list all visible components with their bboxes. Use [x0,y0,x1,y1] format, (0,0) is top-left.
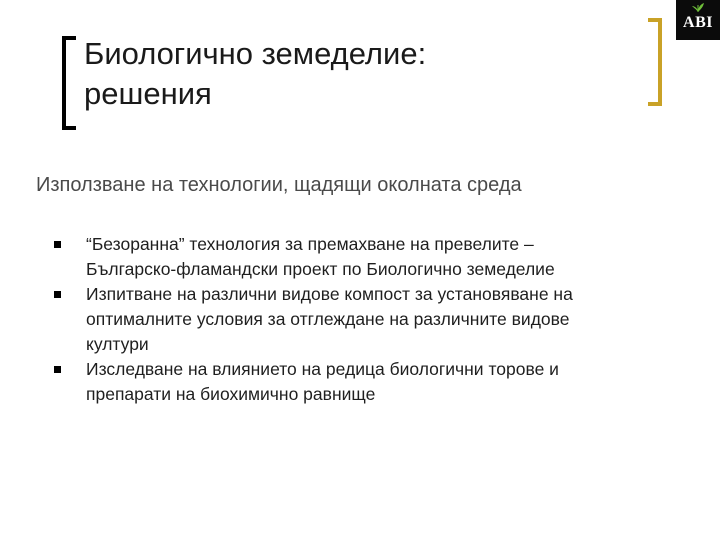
square-bullet-icon [54,241,61,248]
bullet-line: Изпитване на различни видове компост за установяване на [86,284,573,304]
logo-text: ABI [683,14,713,31]
bullet-line: Изследване на влиянието на редица биологични торове и [86,359,559,379]
bullet-line: оптималните условия за отглеждане на различните видове [86,309,570,329]
title-bracket-right [648,18,662,106]
square-bullet-icon [54,366,61,373]
bullet-text [86,357,674,407]
bullet-line: “Безоранна” технология за премахване на превелите – [86,234,534,254]
bullet-list [54,232,674,407]
slide-subtitle: Използване на технологии, щадящи околната среда [36,174,522,196]
leaf-icon [691,2,705,12]
list-item [54,282,674,357]
slide-title-line-2: решения [84,76,212,111]
bullet-line: препарати на биохимично равнище [86,384,376,404]
title-bracket-left [62,36,76,130]
slide-title [84,34,644,114]
bullet-text [86,232,674,282]
list-item [54,357,674,407]
list-item [54,232,674,282]
bullet-line: култури [86,334,149,354]
slide-title-line-1: Биологично земеделие: [84,36,427,71]
square-bullet-icon [54,291,61,298]
bullet-line: Българско-фламандски проект по Биологично земеделие [86,259,555,279]
bullet-text [86,282,674,357]
abi-logo [676,0,720,40]
